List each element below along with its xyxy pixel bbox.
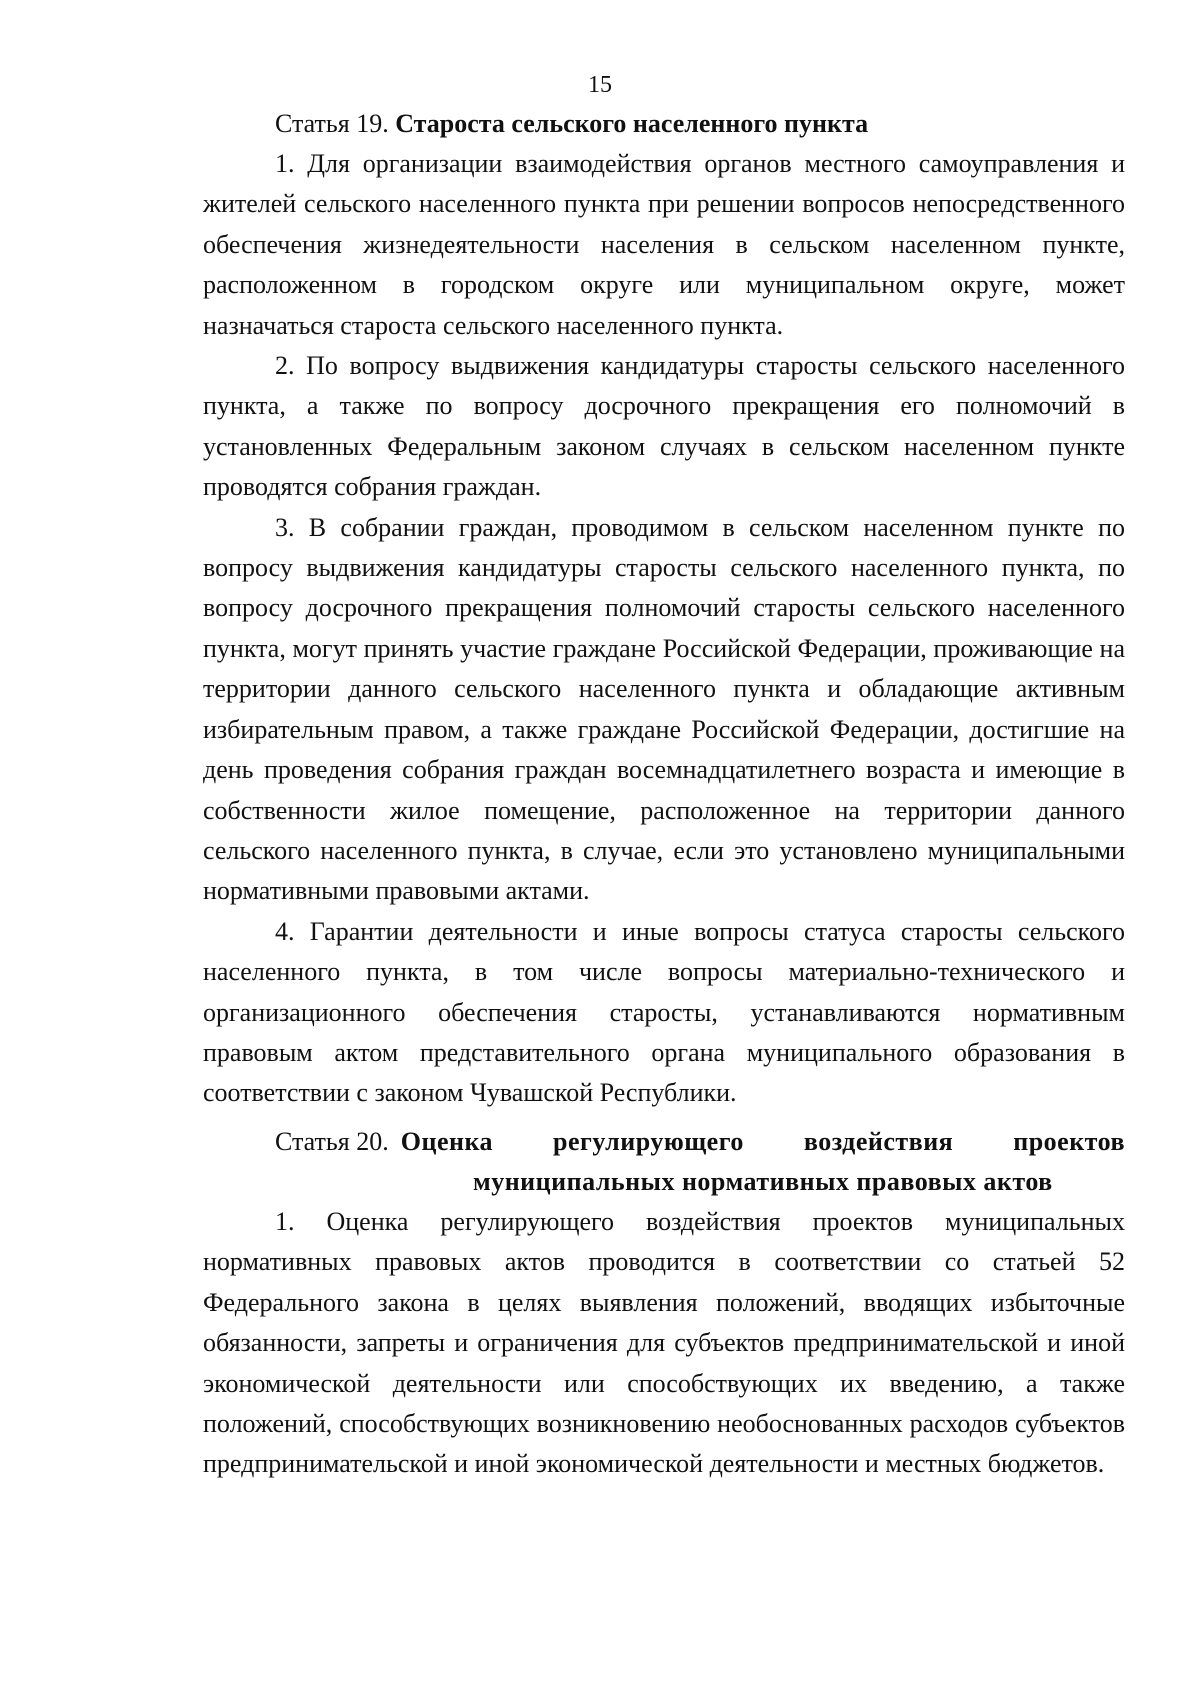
article-20-heading [203, 1122, 1125, 1202]
article-19 [203, 104, 1125, 1114]
article-20-label: Статья 20. [275, 1127, 389, 1156]
article-20-title: Оценка регулирующего воздействия проектов муниципальных нормативных правовых актов [400, 1127, 1125, 1196]
page-number: 15 [588, 72, 612, 98]
article-19-paragraph-4: 4. Гарантии деятельности и иные вопросы статуса старосты сельского населенного пункта, в том числе вопросы материально-технического и организационного обеспечения старосты, устанавливаются нормативным правовым актом представительного органа муниципального образования в соответствии с законом Чувашской Республики. [203, 916, 1125, 1108]
article-20 [203, 1122, 1125, 1485]
article-19-title: Староста сельского населенного пункта [395, 109, 869, 138]
article-19-paragraph-3: 3. В собрании граждан, проводимом в сельском населенном пункте по вопросу выдвижения кандидатуры старосты сельского населенного пункта, по вопросу досрочного прекращения полномочий старосты сельского населенного пункта, могут принять участие граждане Российской Федерации, проживающие на территории данного сельского населенного пункта и обладающие активным избирательным правом, а также граждане Российской Федерации, достигшие на день проведения собрания граждан восемнадцатилетнего возраста и имеющие в собственности жилое помещение, расположенное на территории данного сельского населенного пункта, в случае, если это установлено муниципальными нормативными правовыми актами. [203, 512, 1125, 906]
article-19-heading [203, 104, 1125, 144]
article-19-paragraph-2: 2. По вопросу выдвижения кандидатуры старосты сельского населенного пункта, а также по вопросу досрочного прекращения его полномочий в установленных Федеральным законом случаях в сельском населенном пункте проводятся собрания граждан. [203, 351, 1125, 502]
article-20-paragraph-1: 1. Оценка регулирующего воздействия проектов муниципальных нормативных правовых актов проводится в соответствии со статьей 52 Федерального закона в целях выявления положений, вводящих избыточные обязанности, запреты и ограничения для субъектов предпринимательской и иной экономической деятельности или способствующих их введению, а также положений, способствующих возникновению необоснованных расходов субъектов предпринимательской и иной экономической деятельности и местных бюджетов. [203, 1207, 1125, 1479]
article-19-paragraph-1: 1. Для организации взаимодействия органов местного самоуправления и жителей сельского населенного пункта при решении вопросов непосредственного обеспечения жизнедеятельности населения в сельском населенном пункте, расположенном в городском округе или муниципальном округе, может назначаться староста сельского населенного пункта. [203, 149, 1125, 340]
article-19-label: Статья 19. [275, 109, 389, 138]
